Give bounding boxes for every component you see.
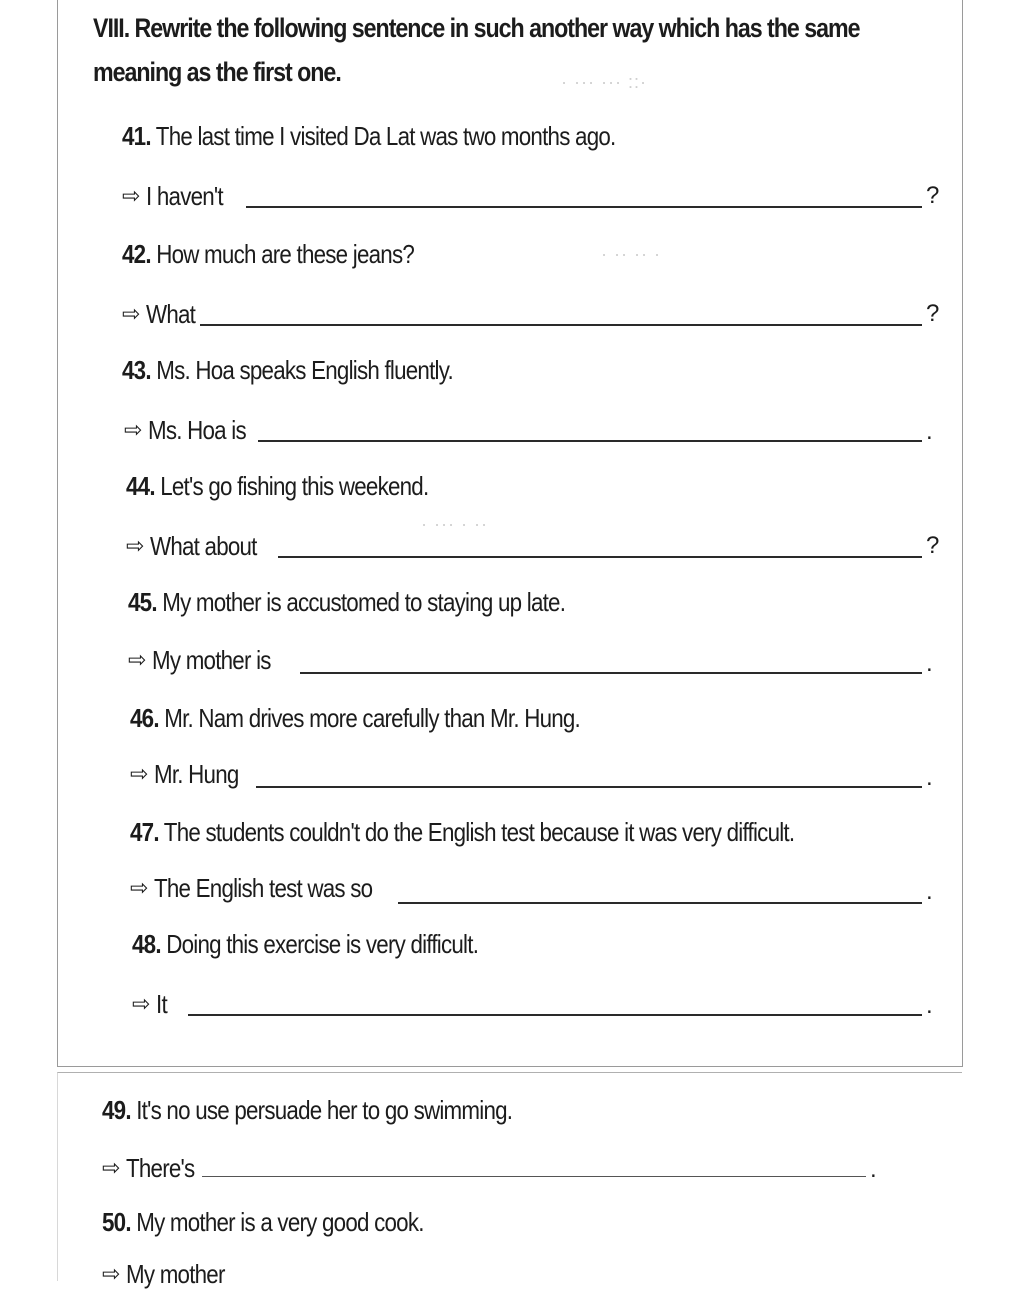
- heading-line-1: VIII. Rewrite the following sentence in such another way which has the same: [93, 13, 860, 43]
- end-mark: .: [926, 992, 933, 1019]
- answer-blank-49[interactable]: [202, 1176, 866, 1177]
- bleed-through-mark: ·· · ··· ·: [420, 514, 487, 534]
- answer-row-47: [130, 872, 408, 904]
- end-mark: .: [926, 764, 933, 791]
- question-number: 42.: [122, 239, 151, 269]
- exercise-heading: [93, 6, 944, 94]
- bleed-through-mark: · ·· ·· ·: [600, 244, 660, 264]
- answer-blank-47[interactable]: [398, 902, 922, 904]
- question-text: Mr. Nam drives more carefully than Mr. Hung.: [164, 703, 580, 733]
- question-text: Ms. Hoa speaks English fluently.: [156, 355, 453, 385]
- end-mark: ?: [926, 300, 940, 327]
- answer-row-46: [130, 758, 253, 790]
- answer-blank-44[interactable]: [278, 556, 922, 558]
- answer-lead: My mother is: [152, 644, 272, 675]
- question-text: My mother is accustomed to staying up late.: [162, 587, 566, 617]
- question-47: [130, 816, 794, 848]
- question-number: 43.: [122, 355, 151, 385]
- answer-lead: What about: [150, 530, 258, 561]
- answer-blank-46[interactable]: [256, 786, 922, 788]
- answer-lead: There's: [126, 1152, 195, 1183]
- arrow-right-icon: ⇨: [130, 761, 149, 786]
- answer-lead: What: [146, 298, 196, 329]
- question-text: It's no use persuade her to go swimming.: [136, 1095, 513, 1125]
- end-mark: .: [926, 878, 933, 905]
- question-49: [102, 1094, 512, 1126]
- answer-row-45: [128, 644, 290, 676]
- answer-lead: Mr. Hung: [154, 758, 239, 789]
- arrow-right-icon: ⇨: [126, 533, 145, 558]
- question-text: My mother is a very good cook.: [136, 1207, 424, 1237]
- bleed-through-mark: ·:: ··· ··· ·: [560, 72, 646, 92]
- question-number: 47.: [130, 817, 159, 847]
- answer-blank-42[interactable]: [200, 324, 922, 326]
- question-number: 45.: [128, 587, 157, 617]
- arrow-right-icon: ⇨: [130, 875, 149, 900]
- question-number: 50.: [102, 1207, 131, 1237]
- question-number: 46.: [130, 703, 159, 733]
- arrow-right-icon: ⇨: [102, 1261, 121, 1286]
- question-text: The last time I visited Da Lat was two months ago.: [155, 121, 616, 151]
- arrow-right-icon: ⇨: [128, 647, 147, 672]
- question-text: Doing this exercise is very difficult.: [166, 929, 479, 959]
- answer-blank-48[interactable]: [188, 1014, 922, 1016]
- question-43: [122, 354, 453, 386]
- arrow-right-icon: ⇨: [122, 301, 141, 326]
- question-text: The students couldn't do the English test because it was very difficult.: [163, 817, 795, 847]
- heading-line-2: meaning as the first one.: [93, 57, 341, 87]
- answer-row-48: [132, 988, 169, 1020]
- answer-lead: Ms. Hoa is: [148, 414, 247, 445]
- answer-blank-41[interactable]: [246, 206, 922, 208]
- answer-lead: I haven't: [146, 180, 224, 211]
- question-number: 49.: [102, 1095, 131, 1125]
- question-number: 41.: [122, 121, 151, 151]
- question-text: How much are these jeans?: [156, 239, 415, 269]
- question-48: [132, 928, 478, 960]
- question-41: [122, 120, 615, 152]
- question-number: 48.: [132, 929, 161, 959]
- question-45: [128, 586, 565, 618]
- arrow-right-icon: ⇨: [124, 417, 143, 442]
- question-44: [126, 470, 428, 502]
- end-mark: .: [870, 1156, 877, 1183]
- arrow-right-icon: ⇨: [132, 991, 151, 1016]
- question-text: Let's go fishing this weekend.: [160, 471, 429, 501]
- arrow-right-icon: ⇨: [102, 1155, 121, 1180]
- end-mark: .: [926, 650, 933, 677]
- answer-row-49: [102, 1152, 206, 1184]
- answer-row-43: [124, 414, 262, 446]
- end-mark: ?: [926, 182, 940, 209]
- answer-blank-43[interactable]: [258, 440, 922, 442]
- end-mark: ?: [926, 532, 940, 559]
- question-42: [122, 238, 414, 270]
- answer-lead: It: [156, 988, 168, 1019]
- question-46: [130, 702, 580, 734]
- answer-lead: My mother: [126, 1258, 226, 1289]
- answer-row-50: [102, 1258, 241, 1290]
- answer-row-41: [122, 180, 236, 212]
- answer-blank-45[interactable]: [300, 672, 922, 674]
- arrow-right-icon: ⇨: [122, 183, 141, 208]
- answer-row-44: [126, 530, 274, 562]
- question-number: 44.: [126, 471, 155, 501]
- end-mark: .: [926, 418, 933, 445]
- answer-lead: The English test was so: [154, 872, 373, 903]
- question-50: [102, 1206, 424, 1238]
- answer-row-42: [122, 298, 204, 330]
